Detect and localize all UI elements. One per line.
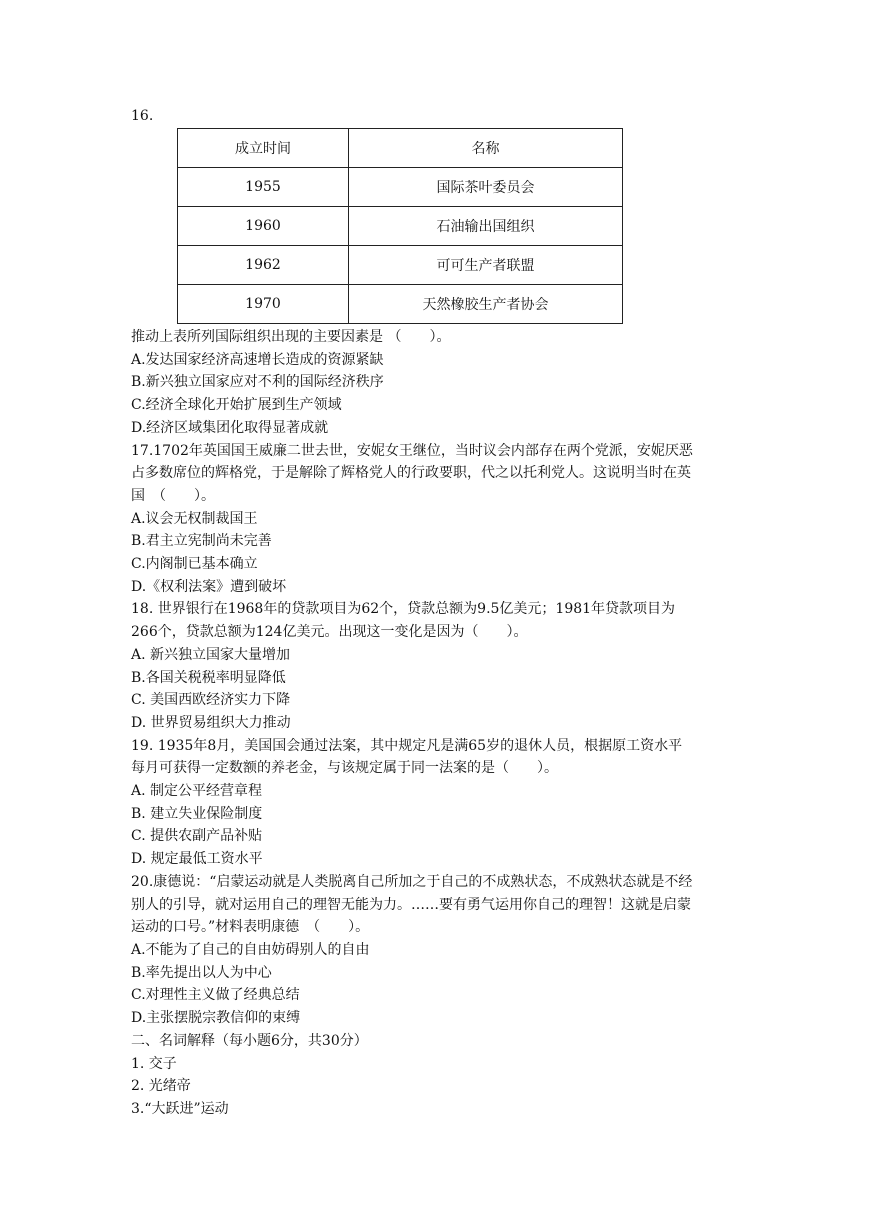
text-line: A.议会无权制裁国王 [131, 510, 258, 527]
text-line: 二、名词解释（每小题6分，共30分） [131, 1032, 368, 1049]
table-row [178, 168, 623, 207]
text-line: 国 （ ）。 [131, 487, 215, 504]
text-line: B. 建立失业保险制度 [131, 805, 263, 822]
table-row [178, 207, 623, 246]
text-line: 1. 交子 [131, 1055, 177, 1072]
text-line: 19. 1935年8月，美国国会通过法案，其中规定凡是满65岁的退休人员，根据原工资水平 [131, 737, 683, 754]
text-line: D. 世界贸易组织大力推动 [131, 714, 291, 731]
table-cell-year: 1960 [178, 207, 349, 246]
table-cell-name: 国际茶叶委员会 [348, 168, 622, 207]
header-founding-time: 成立时间 [178, 129, 349, 168]
table-header-row [178, 129, 623, 168]
text-line: C.经济全球化开始扩展到生产领域 [131, 397, 342, 414]
text-line: D.经济区域集团化取得显著成就 [131, 419, 329, 436]
text-line: A. 新兴独立国家大量增加 [131, 646, 291, 663]
text-line: 运动的口号。”材料表明康德 （ ）。 [131, 919, 370, 936]
text-line: C.对理性主义做了经典总结 [131, 987, 300, 1004]
table-cell-name: 天然橡胶生产者协会 [348, 285, 622, 324]
question-text-block [131, 326, 741, 1121]
text-line: 占多数席位的辉格党，于是解除了辉格党人的行政要职，代之以托利党人。这说明当时在英 [131, 465, 691, 482]
text-line: B.各国关税税率明显降低 [131, 669, 286, 686]
table-row [178, 285, 623, 324]
text-line: 266个，贷款总额为124亿美元。出现这一变化是因为（ ）。 [131, 624, 528, 641]
text-line: C. 提供农副产品补贴 [131, 828, 263, 845]
table-cell-name: 可可生产者联盟 [348, 246, 622, 285]
text-line: B.率先提出以人为中心 [131, 964, 272, 981]
text-line: 每月可获得一定数额的养老金，与该规定属于同一法案的是（ ）。 [131, 760, 558, 777]
table-row [178, 246, 623, 285]
text-line: A. 制定公平经营章程 [131, 783, 263, 800]
table-cell-name: 石油输出国组织 [348, 207, 622, 246]
text-line: 20.康德说：“启蒙运动就是人类脱离自己所加之于自己的不成熟状态，不成熟状态就是不经 [131, 873, 693, 890]
text-line: 3.“大跃进”运动 [131, 1100, 229, 1117]
header-name: 名称 [348, 129, 622, 168]
text-line: A.发达国家经济高速增长造成的资源紧缺 [131, 351, 384, 368]
text-line: D.《权利法案》遭到破坏 [131, 578, 287, 595]
text-line: 18. 世界银行在1968年的贷款项目为62个，贷款总额为9.5亿美元；1981年贷款项目为 [131, 601, 676, 618]
text-line: D.主张摆脱宗教信仰的束缚 [131, 1010, 301, 1027]
question-16-number: 16. [131, 108, 154, 124]
text-line: D. 规定最低工资水平 [131, 851, 263, 868]
text-line: C. 美国西欧经济实力下降 [131, 692, 291, 709]
organization-table [177, 128, 623, 324]
text-line: B.新兴独立国家应对不利的国际经济秩序 [131, 374, 384, 391]
text-line: B.君主立宪制尚未完善 [131, 533, 272, 550]
text-line: 推动上表所列国际组织出现的主要因素是 （ ）。 [131, 329, 451, 345]
text-line: A.不能为了自己的自由妨碍别人的自由 [131, 941, 370, 958]
text-line: 别人的引导，就对运用自己的理智无能为力。……要有勇气运用你自己的理智！这就是启蒙 [131, 896, 691, 913]
table-cell-year: 1962 [178, 246, 349, 285]
text-line: C.内阁制已基本确立 [131, 556, 258, 573]
table-cell-year: 1955 [178, 168, 349, 207]
table-cell-year: 1970 [178, 285, 349, 324]
text-line: 2. 光绪帝 [131, 1078, 191, 1095]
text-line: 17.1702年英国国王威廉二世去世，安妮女王继位，当时议会内部存在两个党派，安妮厌恶 [131, 442, 693, 459]
